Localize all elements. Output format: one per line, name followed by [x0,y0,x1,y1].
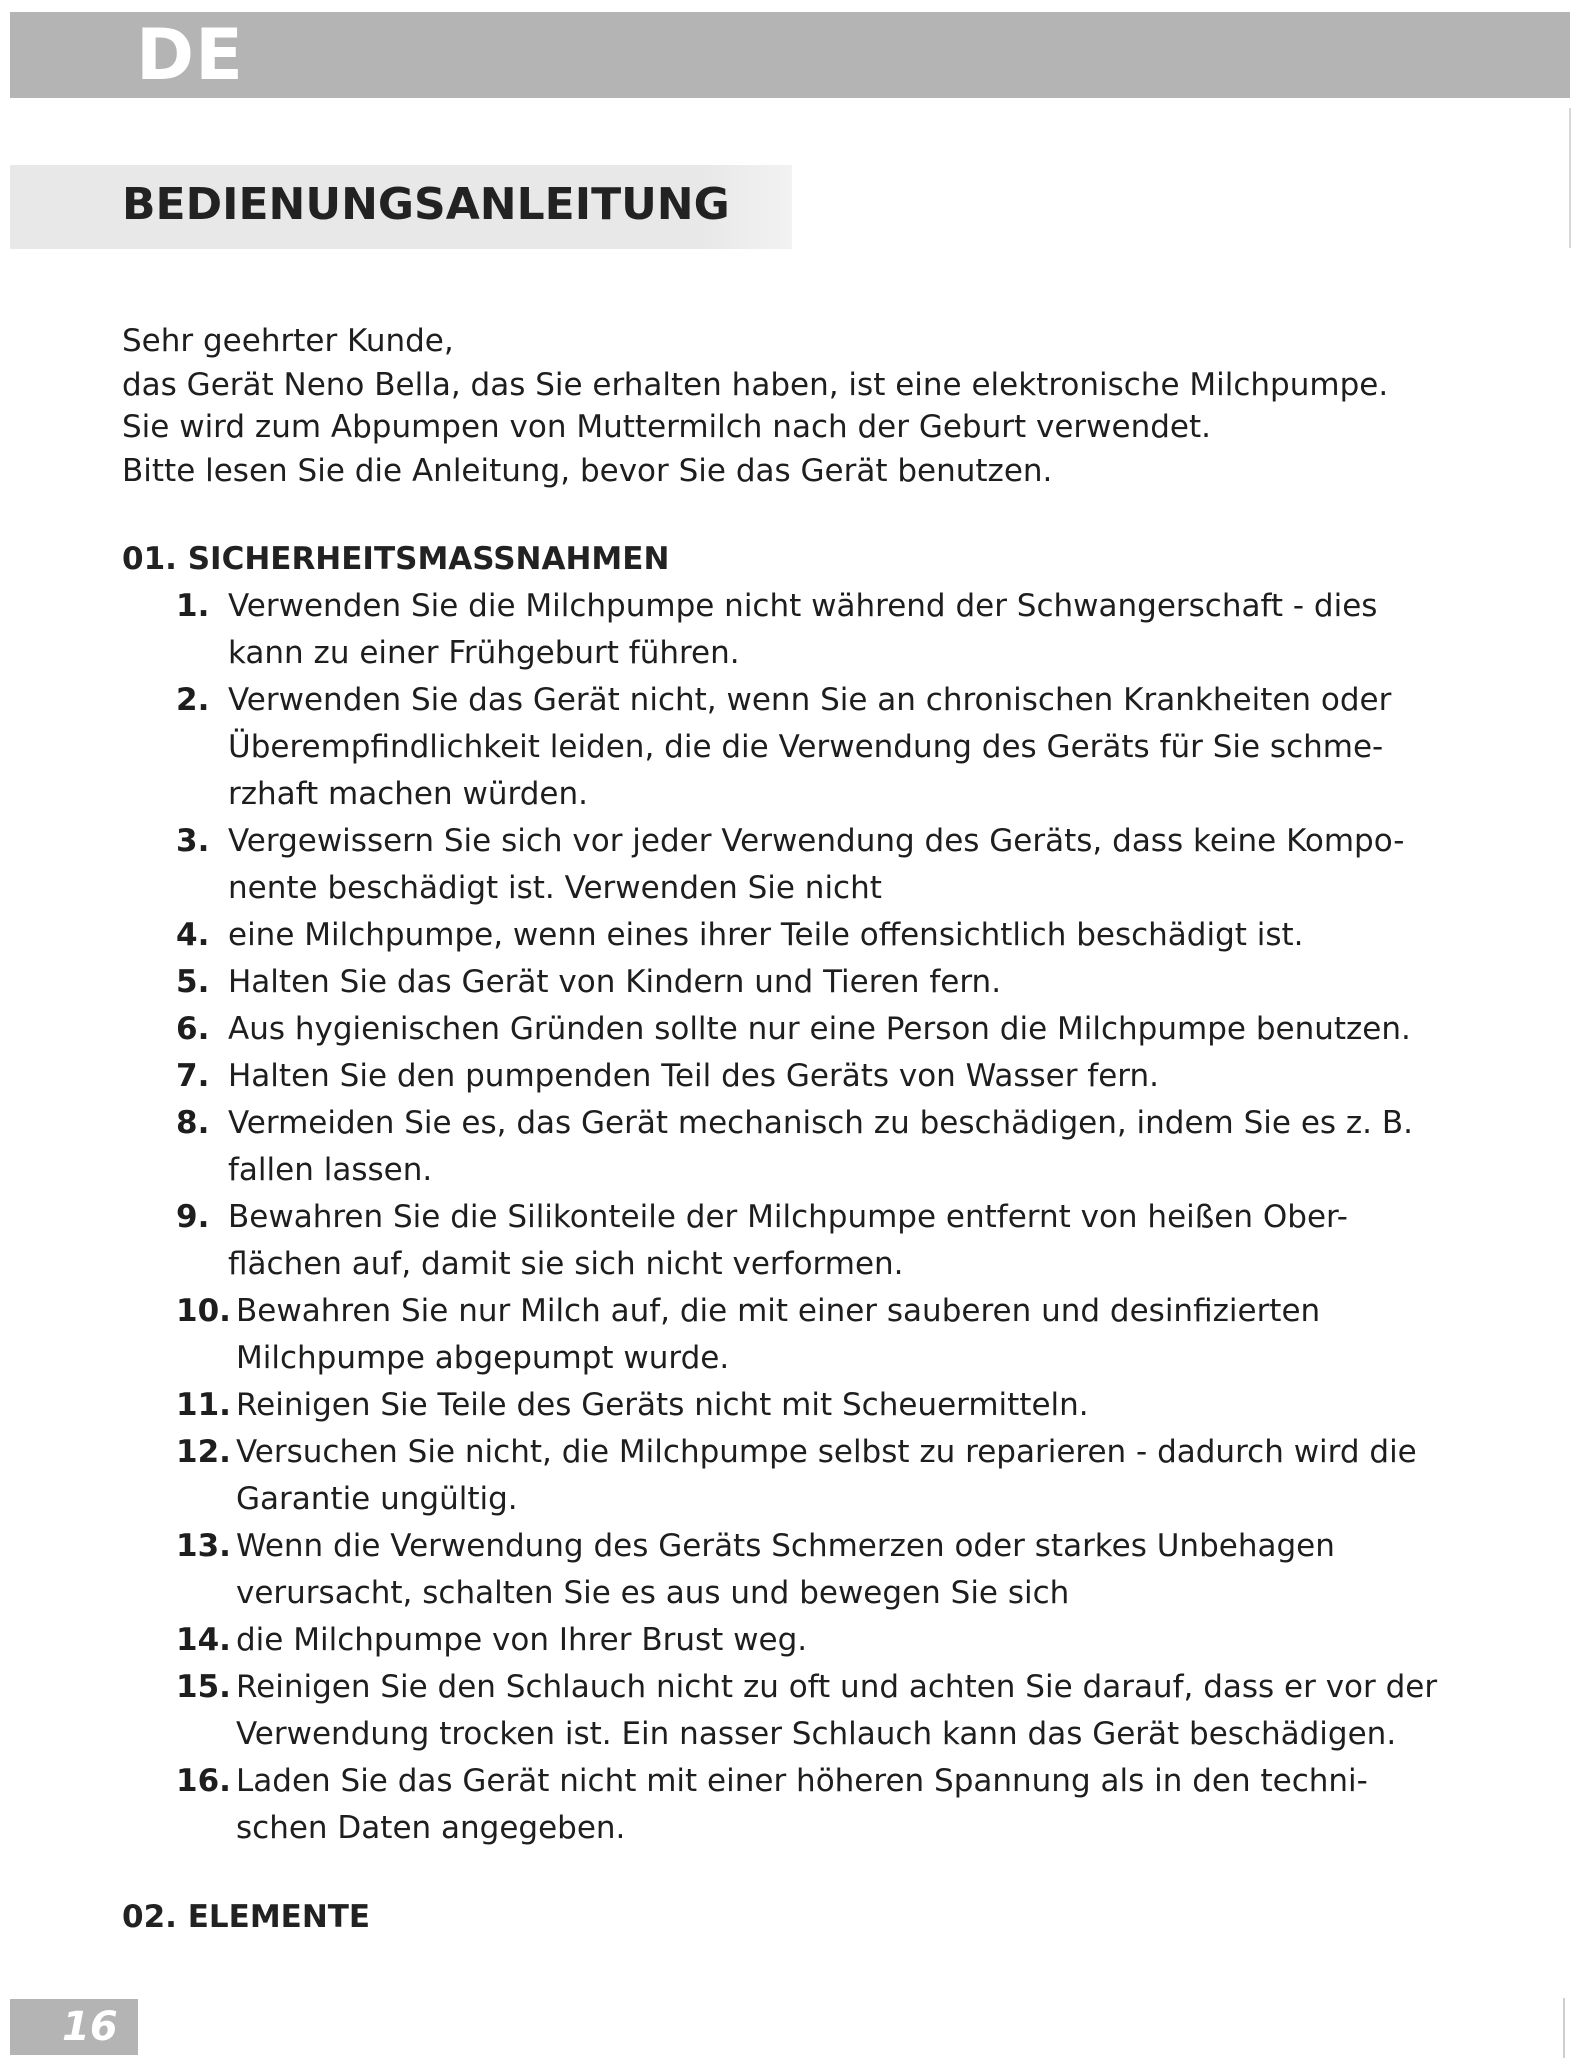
item-text: Vermeiden Sie es, das Gerät mechanisch zu beschädigen, indem Sie es z. B. fallen lassen. [228,1105,1414,1188]
item-number: 16. [176,1763,231,1799]
intro-line: Sie wird zum Abpumpen von Muttermilch nach der Geburt verwendet. [122,409,1212,445]
list-item [176,959,1476,1006]
list-item [176,677,1476,818]
list-item [176,1758,1476,1852]
item-number: 10. [176,1293,231,1329]
list-item [176,1288,1476,1382]
list-item [176,1194,1476,1288]
item-text: Bewahren Sie nur Milch auf, die mit einer sauberen und desinfizierten Milchpumpe abgepumpt wurde. [236,1293,1321,1376]
list-item [176,1429,1476,1523]
list-item [176,1382,1476,1429]
item-number: 9. [176,1199,210,1235]
item-text: Reinigen Sie den Schlauch nicht zu oft und achten Sie darauf, dass er vor der Verwendung trocken ist. Ein nasser Schlauch kann das Gerät beschädigen. [236,1669,1438,1752]
list-item [176,1006,1476,1053]
list-item [176,818,1476,912]
item-text: Aus hygienischen Gründen sollte nur eine Person die Milchpumpe benutzen. [228,1011,1411,1047]
item-text: Halten Sie das Gerät von Kindern und Tieren fern. [228,964,1002,1000]
page-edge-line [1569,108,1571,248]
item-text: Bewahren Sie die Silikonteile der Milchpumpe entfernt von heißen Ober- flächen auf, damit sie sich nicht verformen. [228,1199,1348,1282]
item-text: Vergewissern Sie sich vor jeder Verwendung des Geräts, dass keine Kompo- nente beschädigt ist. Verwenden Sie nicht [228,823,1405,906]
list-item [176,583,1476,677]
item-number: 2. [176,682,210,718]
list-item [176,1617,1476,1664]
section-heading-elements: 02. ELEMENTE [122,1899,371,1935]
item-text: Verwenden Sie das Gerät nicht, wenn Sie an chronischen Krankheiten oder Überempfindlichkeit leiden, die die Verwendung des Geräts für Sie schme- rzhaft machen würden. [228,682,1392,812]
item-number: 1. [176,588,210,624]
item-number: 5. [176,964,210,1000]
page-number: 16 [62,2004,118,2050]
item-number: 12. [176,1434,231,1470]
language-code: DE [136,14,244,96]
list-item [176,1664,1476,1758]
page-title: BEDIENUNGSANLEITUNG [122,179,730,230]
item-number: 7. [176,1058,210,1094]
language-header-bar [10,12,1570,98]
page-edge-line [1563,1998,1565,2058]
item-text: Versuchen Sie nicht, die Milchpumpe selbst zu reparieren - dadurch wird die Garantie ungültig. [236,1434,1417,1517]
list-item [176,912,1476,959]
item-number: 6. [176,1011,210,1047]
item-number: 13. [176,1528,231,1564]
intro-line: Bitte lesen Sie die Anleitung, bevor Sie das Gerät benutzen. [122,453,1053,489]
item-number: 8. [176,1105,210,1141]
item-number: 15. [176,1669,231,1705]
item-text: Wenn die Verwendung des Geräts Schmerzen oder starkes Unbehagen verursacht, schalten Sie es aus und bewegen Sie sich [236,1528,1335,1611]
item-text: Verwenden Sie die Milchpumpe nicht während der Schwangerschaft - dies kann zu einer Frühgeburt führen. [228,588,1378,671]
item-number: 3. [176,823,210,859]
item-text: Laden Sie das Gerät nicht mit einer höheren Spannung als in den techni- schen Daten angegeben. [236,1763,1368,1846]
intro-greeting: Sehr geehrter Kunde, [122,323,454,359]
safety-list [176,583,1476,1852]
intro-text [122,318,1502,494]
item-text: Reinigen Sie Teile des Geräts nicht mit Scheuermitteln. [236,1387,1089,1423]
intro-line: das Gerät Neno Bella, das Sie erhalten haben, ist eine elektronische Milchpumpe. [122,367,1389,403]
list-item [176,1100,1476,1194]
list-item [176,1053,1476,1100]
item-number: 4. [176,917,210,953]
list-item [176,1523,1476,1617]
section-heading-safety: 01. SICHERHEITSMASSNAHMEN [122,541,670,577]
item-text: Halten Sie den pumpenden Teil des Geräts von Wasser fern. [228,1058,1159,1094]
item-text: die Milchpumpe von Ihrer Brust weg. [236,1622,808,1658]
item-number: 14. [176,1622,231,1658]
item-text: eine Milchpumpe, wenn eines ihrer Teile offensichtlich beschädigt ist. [228,917,1304,953]
item-number: 11. [176,1387,231,1423]
